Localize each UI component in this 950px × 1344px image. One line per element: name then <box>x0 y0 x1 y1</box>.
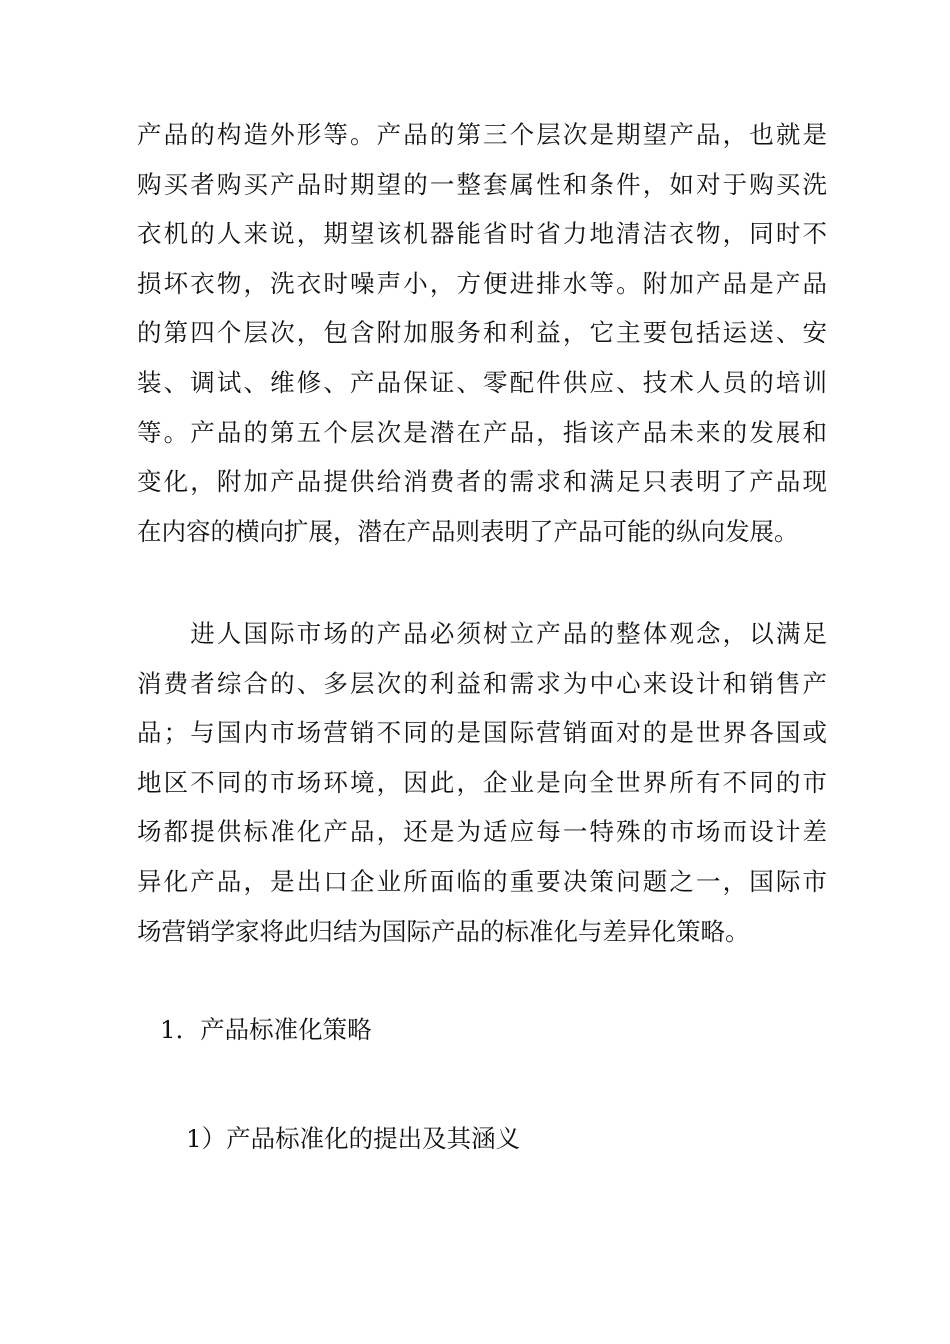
text-line: 异化产品，是出口企业所面临的重要决策问题之一，国际市 <box>137 866 827 896</box>
section-heading: 1．产品标准化策略 <box>160 1015 372 1044</box>
text-line: 购买者购买产品时期望的一整套属性和条件，如对于购买洗 <box>137 169 827 199</box>
text-line: 消费者综合的、多层次的利益和需求为中心来设计和销售产 <box>137 668 827 698</box>
text-line: 变化，附加产品提供给消费者的需求和满足只表明了产品现 <box>137 467 827 497</box>
text-line: 品；与国内市场营销不同的是国际营销面对的是世界各国或 <box>137 718 827 748</box>
text-line: 衣机的人来说，期望该机器能省时省力地清洁衣物，同时不 <box>137 219 827 249</box>
text-line: 装、调试、维修、产品保证、零配件供应、技术人员的培训 <box>137 367 827 397</box>
subsection-heading: 1）产品标准化的提出及其涵义 <box>186 1124 521 1153</box>
text-line: 场营销学家将此归结为国际产品的标准化与差异化策略。 <box>137 916 750 946</box>
text-line: 的第四个层次，包含附加服务和利益，它主要包括运送、安 <box>137 318 827 348</box>
text-line: 场都提供标准化产品，还是为适应每一特殊的市场而设计差 <box>137 817 827 847</box>
text-line: 地区不同的市场环境，因此，企业是向全世界所有不同的市 <box>137 767 827 797</box>
text-line: 产品的构造外形等。产品的第三个层次是期望产品，也就是 <box>137 120 827 149</box>
paragraph-international-market <box>137 609 827 956</box>
text-line: 在内容的横向扩展，潜在产品则表明了产品可能的纵向发展。 <box>137 516 799 546</box>
text-line: 进人国际市场的产品必须树立产品的整体观念，以满足 <box>137 619 827 648</box>
paragraph-product-levels <box>137 110 827 556</box>
text-line: 等。产品的第五个层次是潜在产品，指该产品未来的发展和 <box>137 417 827 447</box>
text-line: 损坏衣物，洗衣时噪声小，方便进排水等。附加产品是产品 <box>137 268 827 298</box>
